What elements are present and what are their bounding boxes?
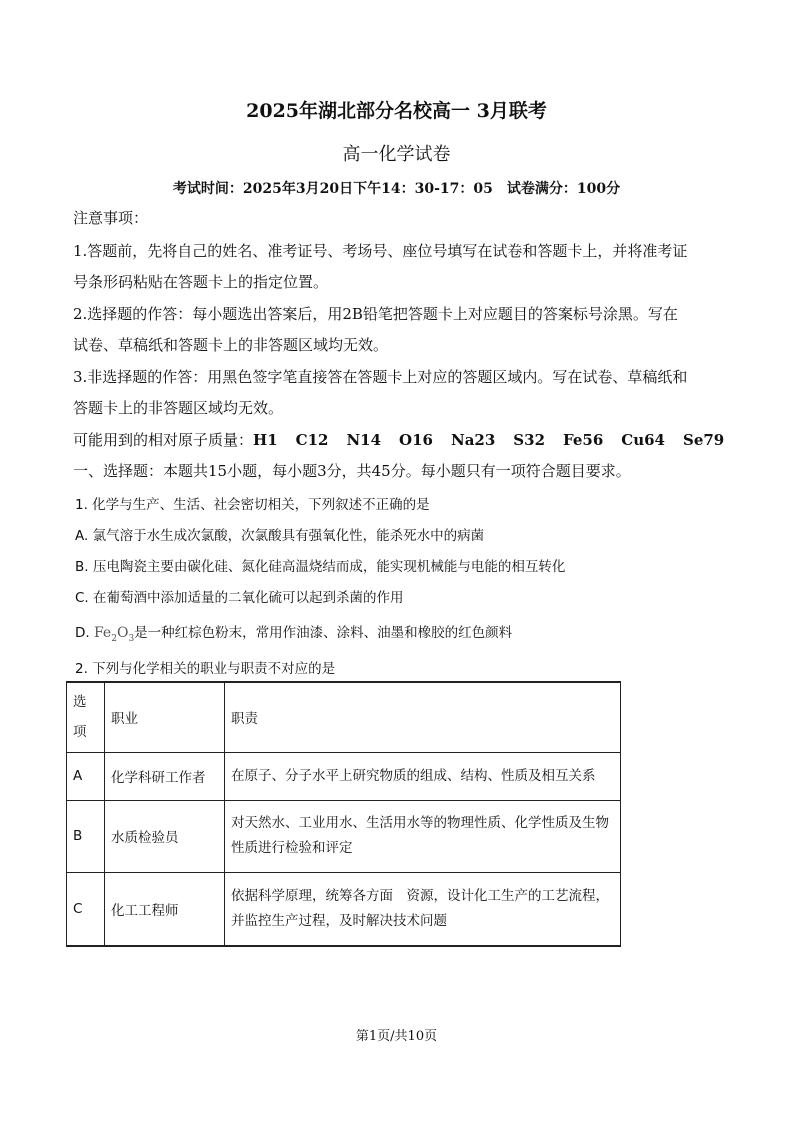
row-duty: 在原子、分子水平上研究物质的组成、结构、性质及相互关系	[225, 752, 621, 800]
row-duty: 对天然水、工业用水、生活用水等的物理性质、化学性质及生物性质进行检验和评定	[225, 800, 621, 872]
note-3-line-2: 答题卡上的非答题区域均无效。	[73, 399, 284, 417]
note-2-line-1: 2.选择题的作答：每小题选出答案后，用2B铅笔把答题卡上对应题目的答案标号涂黑。写在	[73, 305, 678, 323]
table-row	[67, 800, 621, 872]
header-duty: 职责	[225, 682, 621, 752]
q1-option-c: C. 在葡萄酒中添加适量的二氧化硫可以起到杀菌的作用	[75, 590, 404, 606]
exam-title: 2025年湖北部分名校高一 3月联考	[246, 100, 547, 122]
note-3-line-1: 3.非选择题的作答：用黑色签字笔直接答在答题卡上对应的答题区域内。写在试卷、草稿纸和	[73, 368, 688, 386]
q1-option-d-prefix: D.	[75, 625, 90, 641]
row-option: B	[67, 800, 105, 872]
row-job: 化工工程师	[105, 872, 225, 946]
row-option: C	[67, 872, 105, 946]
mass-item: O16	[399, 431, 433, 449]
table-row	[67, 872, 621, 946]
q1-option-d-text: 是一种红棕色粉末，常用作油漆、涂料、油墨和橡胶的红色颜料	[134, 625, 513, 641]
mass-item: Se79	[682, 431, 725, 449]
header-option: 选 项	[67, 682, 105, 752]
atomic-masses	[73, 429, 742, 450]
row-option: A	[67, 752, 105, 800]
note-1-line-1: 1.答题前，先将自己的姓名、准考证号、考场号、座位号填写在试卷和答题卡上，并将准考证	[73, 242, 688, 260]
q2-stem: 2. 下列与化学相关的职业与职责不对应的是	[75, 661, 336, 677]
job-duty-table	[66, 681, 621, 947]
header-job: 职业	[105, 682, 225, 752]
atomic-masses-label: 可能用到的相对原子质量：	[73, 431, 254, 449]
mass-item: Na23	[450, 431, 496, 449]
note-2-line-2: 试卷、草稿纸和答题卡上的非答题区域均无效。	[73, 336, 389, 354]
mass-item: N14	[346, 431, 382, 449]
mass-item: S32	[513, 431, 546, 449]
q1-option-d	[75, 621, 512, 644]
mass-item: Cu64	[621, 431, 665, 449]
section-1-heading: 一、选择题：本题共15小题，每小题3分，共45分。每小题只有一项符合题目要求。	[73, 462, 631, 480]
notes-heading: 注意事项：	[73, 209, 149, 227]
mass-item: C12	[295, 431, 329, 449]
exam-time-info: 考试时间：2025年3月20日下午14：30-17：05 试卷满分：100分	[172, 181, 621, 197]
q1-option-b: B. 压电陶瓷主要由碳化硅、氮化硅高温烧结而成，能实现机械能与电能的相互转化	[75, 559, 566, 575]
note-1-line-2: 号条形码粘贴在答题卡上的指定位置。	[73, 273, 329, 291]
table-header-row	[67, 682, 621, 752]
page-number: 第1页/共10页	[355, 1029, 438, 1044]
q1-option-a: A. 氯气溶于水生成次氯酸，次氯酸具有强氧化性，能杀死水中的病菌	[75, 528, 485, 544]
mass-item: H1	[253, 431, 278, 449]
table-row	[67, 752, 621, 800]
q1-stem: 1. 化学与生产、生活、社会密切相关，下列叙述不正确的是	[75, 497, 430, 513]
exam-subtitle: 高一化学试卷	[342, 144, 451, 165]
fe2o3-formula: $Fe_2O_3$	[93, 625, 135, 644]
row-job: 化学科研工作者	[105, 752, 225, 800]
mass-item: Fe56	[563, 431, 604, 449]
row-job: 水质检验员	[105, 800, 225, 872]
row-duty: 依据科学原理，统筹各方面 资源，设计化工生产的工艺流程，并监控生产过程，及时解决技术问题	[225, 872, 621, 946]
